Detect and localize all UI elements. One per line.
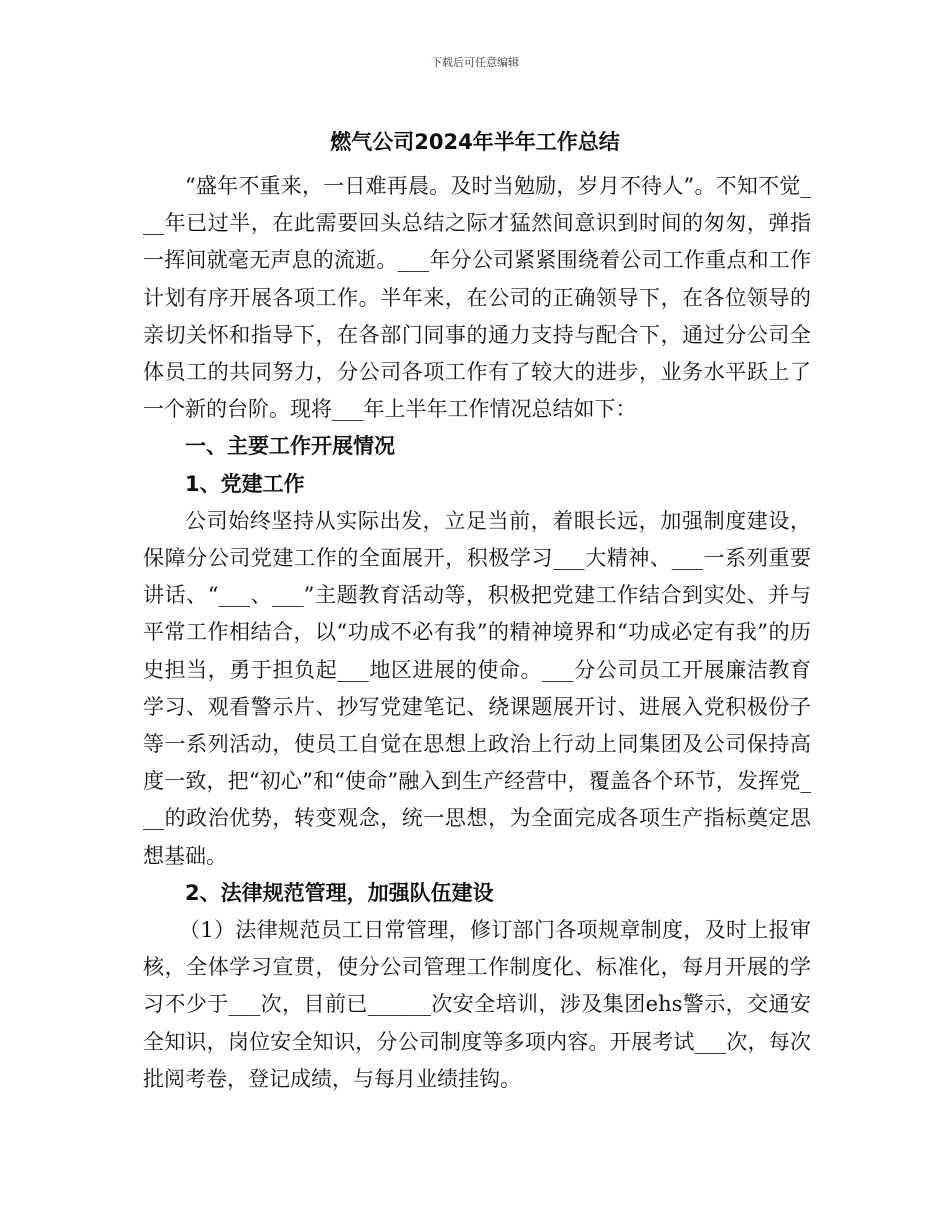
page-title: 燃气公司2024年半年工作总结 — [330, 130, 620, 154]
intro-paragraph: “盛年不重来，一日难再晨。及时当勉励，岁月不待人”。不知不觉___年已过半，在此需要回头总结之际才猛然间意识到时间的匆匆，弹指一挥间就毫无声息的流逝。___年分公司紧紧围绕着公司工作重点和工作计划有序开展各项工作。半年来，在公司的正确领导下，在各位领导的亲切关怀和指导下，在各部门同事的通力支持与配合下，通过分公司全体员工的共同努力，分公司各项工作有了较大的进步，业务水平跃上了一个新的台阶。现将___年上半年工作情况总结如下： — [143, 174, 811, 422]
legal-management-item-1: （1）法律规范员工日常管理，修订部门各项规章制度，及时上报审核，全体学习宣贯，使分公司管理工作制度化、标准化，每月开展的学习不少于___次，目前已______次安全培训，涉及集团ehs警示，交通安全知识，岗位安全知识，分公司制度等多项内容。开展考试___次，每次批阅考卷，登记成绩，与每月业绩挂钩。 — [143, 918, 811, 1091]
subsection-heading-legal-management: 2、法律规范管理，加强队伍建设 — [185, 880, 494, 905]
subsection-heading-party-building: 1、党建工作 — [185, 471, 305, 496]
party-building-paragraph: 公司始终坚持从实际出发，立足当前，着眼长远，加强制度建设，保障分公司党建工作的全面展开，积极学习___大精神、___一系列重要讲话、“___、___”主题教育活动等，积极把党建工作结合到实处、并与平常工作相结合，以“功成不必有我”的精神境界和“功成必定有我”的历史担当，勇于担负起___地区进展的使命。___分公司员工开展廉洁教育学习、观看警示片、抄写党建笔记、绕课题展开讨、进展入党积极份子等一系列活动，使员工自觉在思想上政治上行动上同集团及公司保持高度一致，把“初心”和“使命”融入到生产经营中，覆盖各个环节，发挥党___的政治优势，转变观念，统一思想，为全面完成各项生产指标奠定思想基础。 — [143, 508, 811, 868]
document-body — [143, 168, 811, 1098]
section-heading-main-work: 一、主要工作开展情况 — [185, 434, 395, 459]
header-note: 下载后可任意编辑 — [431, 56, 519, 69]
